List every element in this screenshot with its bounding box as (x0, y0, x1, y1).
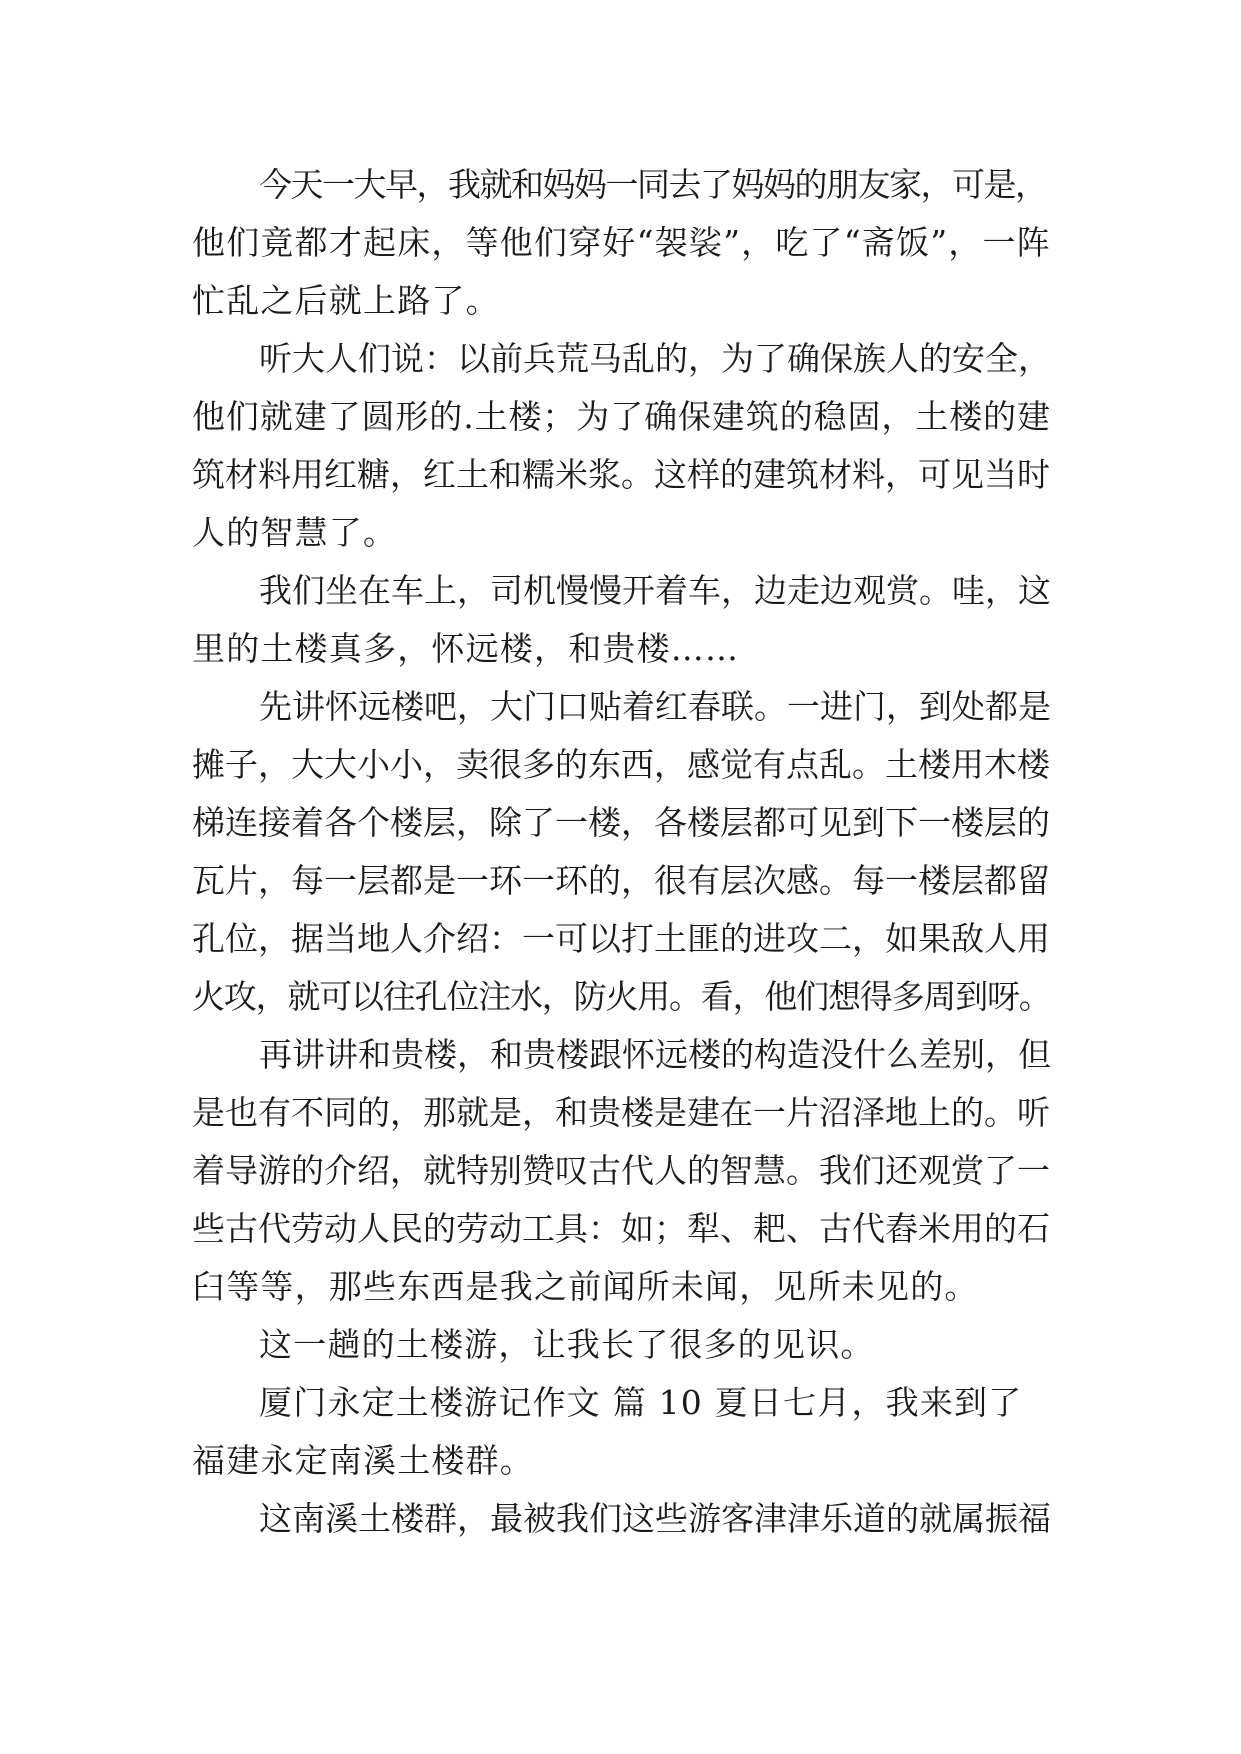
paragraph-line: 我们坐在车上，司机慢慢开着车，边走边观赏。哇，这 (259, 571, 1051, 610)
paragraph-line: 里的土楼真多，怀远楼，和贵楼…… (192, 629, 740, 668)
paragraph-line: 福建永定南溪土楼群。 (192, 1441, 534, 1480)
paragraph-line: 这南溪土楼群，最被我们这些游客津津乐道的就属振福 (259, 1499, 1051, 1538)
paragraph-line: 孔位，据当地人介绍：一可以打土匪的进攻二，如果敌人用 (192, 919, 1050, 958)
paragraph-line: 忙乱之后就上路了。 (192, 281, 500, 320)
paragraph-line: 先讲怀远楼吧，大门口贴着红春联。一进门，到处都是 (259, 687, 1051, 726)
section-heading-line: 厦门永定土楼游记作文 篇 10 夏日七月，我来到了 (259, 1383, 1023, 1422)
paragraph-line: 筑材料用红糖，红土和糯米浆。这样的建筑材料，可见当时 (192, 455, 1050, 494)
essay-body (192, 156, 1052, 1548)
paragraph-line: 着导游的介绍，就特别赞叹古代人的智慧。我们还观赏了一 (192, 1151, 1050, 1190)
paragraph-line: 这一趟的土楼游，让我长了很多的见识。 (259, 1325, 875, 1364)
paragraph-line: 听大人们说：以前兵荒马乱的，为了确保族人的安全， (259, 339, 1051, 378)
paragraph-line: 火攻，就可以往孔位注水，防火用。看，他们想得多周到呀。 (192, 977, 1051, 1016)
paragraph-line: 臼等等，那些东西是我之前闻所未闻，见所未见的。 (192, 1267, 979, 1306)
paragraph-line: 他们就建了圆形的.土楼；为了确保建筑的稳固，土楼的建 (192, 397, 1051, 436)
paragraph-line: 今天一大早，我就和妈妈一同去了妈妈的朋友家，可是， (259, 165, 1047, 204)
paragraph-line: 摊子，大大小小，卖很多的东西，感觉有点乱。土楼用木楼 (192, 745, 1050, 784)
paragraph-line: 是也有不同的，那就是，和贵楼是建在一片沼泽地上的。听 (192, 1093, 1050, 1132)
paragraph-line: 再讲讲和贵楼，和贵楼跟怀远楼的构造没什么差别，但 (259, 1035, 1051, 1074)
paragraph-line: 梯连接着各个楼层，除了一楼，各楼层都可见到下一楼层的 (192, 803, 1050, 842)
paragraph-line: 他们竟都才起床，等他们穿好“袈裟”，吃了“斋饭”，一阵 (192, 223, 1051, 262)
paragraph-line: 瓦片，每一层都是一环一环的，很有层次感。每一楼层都留 (192, 861, 1050, 900)
paragraph-line: 人的智慧了。 (192, 513, 398, 552)
paragraph-line: 些古代劳动人民的劳动工具：如；犁、耙、古代舂米用的石 (192, 1209, 1050, 1248)
